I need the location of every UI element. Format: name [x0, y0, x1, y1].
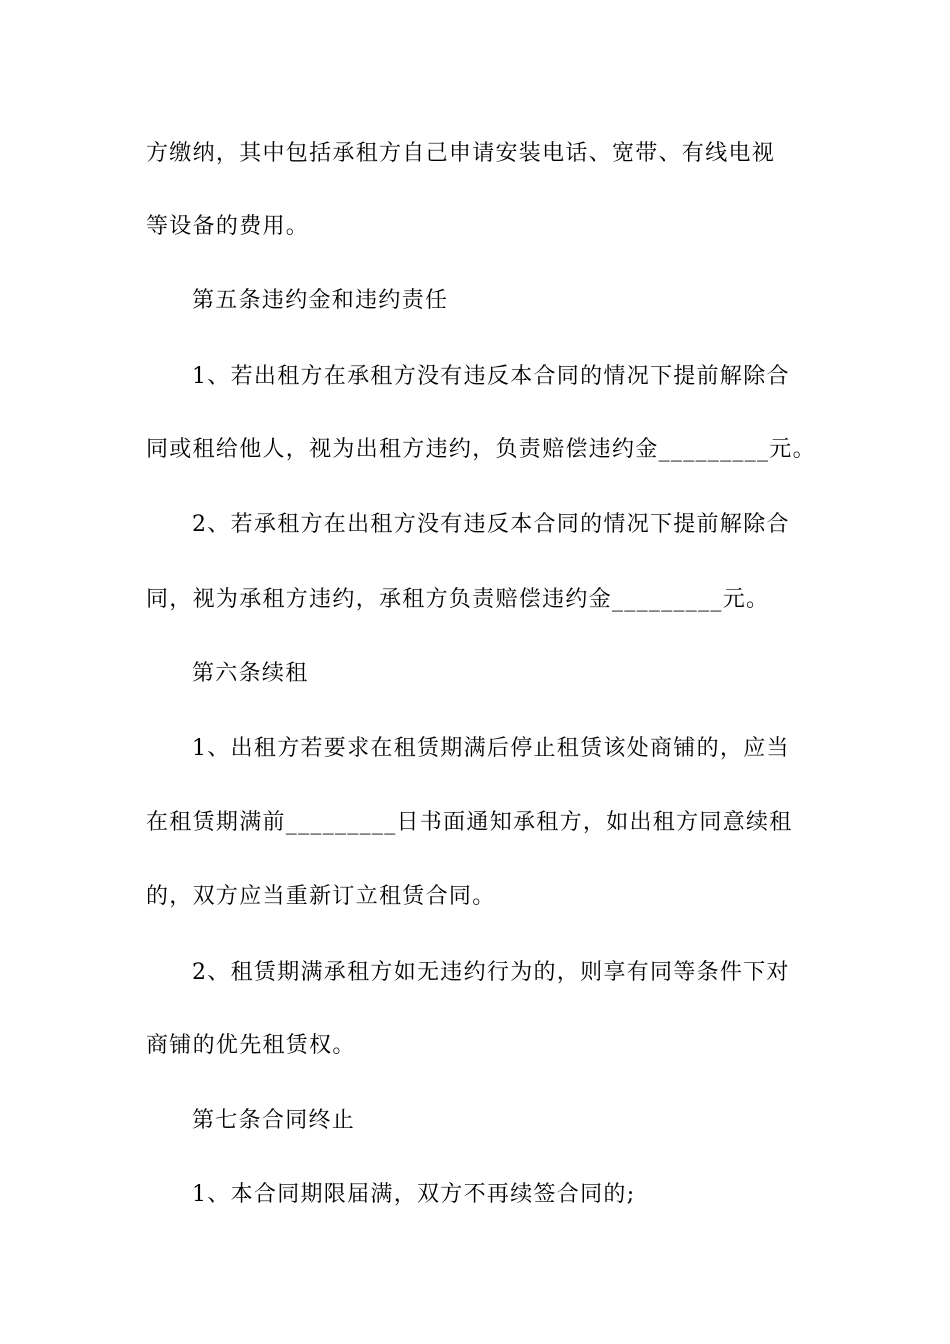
paragraph-line: 的，双方应当重新订立租赁合同。 [146, 884, 496, 909]
paragraph-line: 在租赁期满前_________日书面通知承租方，如出租方同意续租 [146, 810, 793, 835]
paragraph-line: 同，视为承租方违约，承租方负责赔偿违约金_________元。 [146, 587, 770, 612]
paragraph-line: 2、若承租方在出租方没有违反本合同的情况下提前解除合 [192, 512, 790, 537]
section-heading: 第五条违约金和违约责任 [192, 288, 449, 313]
paragraph-line: 1、本合同期限届满，双方不再续签合同的; [192, 1182, 636, 1207]
paragraph-line: 1、出租方若要求在租赁期满后停止租赁该处商铺的，应当 [192, 736, 790, 761]
paragraph-line: 等设备的费用。 [146, 214, 310, 239]
paragraph-line: 2、租赁期满承租方如无违约行为的，则享有同等条件下对 [192, 960, 790, 985]
paragraph-line: 商铺的优先租赁权。 [146, 1033, 356, 1058]
paragraph-line: 1、若出租方在承租方没有违反本合同的情况下提前解除合 [192, 364, 790, 389]
paragraph-line: 方缴纳，其中包括承租方自己申请安装电话、宽带、有线电视 [146, 141, 776, 166]
paragraph-line: 同或租给他人，视为出租方违约，负责赔偿违约金_________元。 [146, 437, 816, 462]
section-heading: 第七条合同终止 [192, 1108, 356, 1133]
section-heading: 第六条续租 [192, 661, 309, 686]
